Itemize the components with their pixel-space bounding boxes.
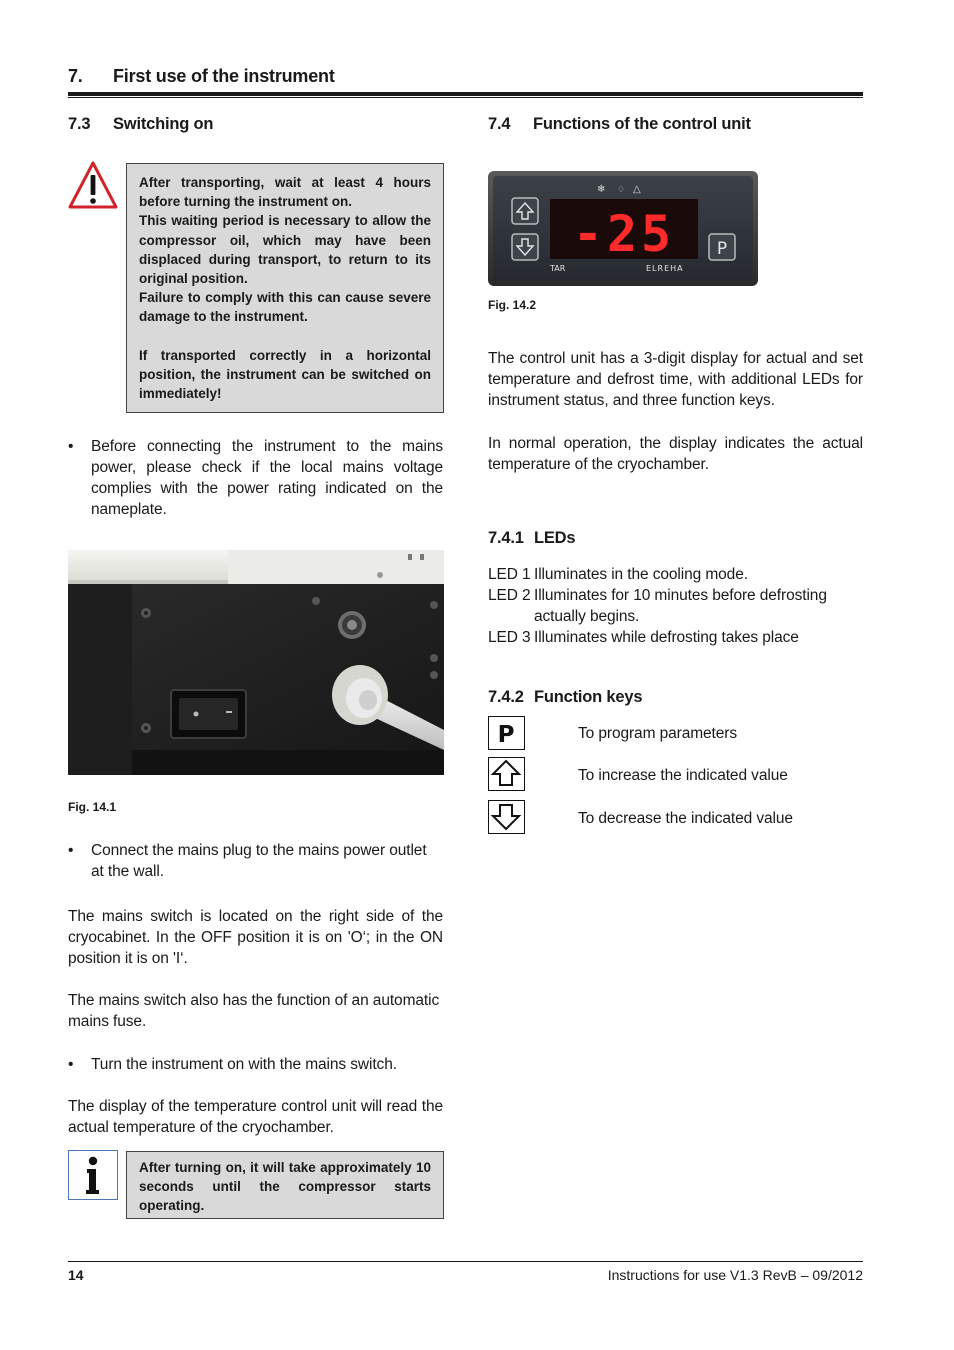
info-note	[126, 1151, 444, 1219]
document-info: Instructions for use V1.3 RevB – 09/2012	[607, 1267, 863, 1283]
heading-control-unit	[488, 115, 751, 134]
bullet-dot: •	[68, 842, 74, 859]
bullet-text: Connect the mains plug to the mains power outlet at the wall.	[91, 842, 427, 880]
info-icon	[68, 1150, 118, 1200]
control-unit-photo	[488, 171, 758, 286]
bullet-dot: •	[68, 438, 74, 455]
section-number: 7.	[68, 66, 83, 86]
heading-switching-on	[68, 115, 213, 134]
led-3-defrost-icon: △	[633, 184, 641, 195]
heading-number: 7.3	[68, 115, 91, 133]
led-label: LED 1	[488, 566, 531, 583]
footer-rule	[68, 1261, 863, 1262]
warning-text-2: This waiting period is necessary to allow the compressor oil, which may have been displaced during transport, to return to its original position.	[139, 213, 431, 287]
heading-function-keys	[488, 688, 642, 707]
header-rule-thin	[68, 97, 863, 98]
header-rule	[68, 92, 863, 96]
display-up-key	[512, 198, 538, 224]
display-p-key-label: P	[716, 239, 728, 259]
warning-text-1: After transporting, wait at least 4 hours before turning the instrument on.	[139, 175, 431, 210]
warning-triangle-icon	[68, 160, 118, 210]
info-note-text: After turning on, it will take approximately 10 seconds until the compressor starts operating.	[139, 1160, 431, 1214]
warning-text-4: If transported correctly in a horizontal position, the instrument can be switched on immediately!	[139, 347, 431, 402]
bullet-dot: •	[68, 1056, 74, 1073]
bullet-text: Before connecting the instrument to the mains power, please check if the local mains voltage complies with the power rating indicated on the nameplate.	[91, 438, 443, 518]
key-desc-increase: To increase the indicated value	[578, 767, 788, 784]
led-text: Illuminates in the cooling mode.	[534, 566, 748, 583]
display-down-key	[512, 234, 538, 260]
arrow-up-icon	[488, 757, 525, 791]
led-2-drops-icon: ♢	[617, 185, 626, 195]
bullet-connect-plug	[68, 840, 443, 882]
bullet-check-voltage	[68, 436, 443, 520]
arrow-down-icon	[488, 800, 525, 834]
paragraph-control-unit: The control unit has a 3-digit display for actual and set temperature and defrost time, with additional LEDs for instrument status, and three function keys.	[488, 350, 863, 409]
warning-text-3: Failure to comply with this can cause severe damage to the instrument.	[139, 290, 431, 325]
bullet-text: Turn the instrument on with the mains switch.	[91, 1056, 397, 1073]
led-text: Illuminates while defrosting takes place	[534, 629, 799, 646]
warning-note	[126, 163, 444, 413]
heading-leds	[488, 529, 575, 548]
display-label-tar: TAR	[550, 264, 566, 273]
key-desc-decrease: To decrease the indicated value	[578, 810, 793, 827]
heading-number: 7.4.1	[488, 529, 524, 547]
key-desc-program: To program parameters	[578, 725, 737, 742]
led-label: LED 3	[488, 629, 531, 646]
temperature-reading: -25	[572, 205, 676, 263]
mains-switch-photo	[68, 550, 444, 775]
paragraph-display-reading: The display of the temperature control unit will read the actual temperature of the cryochamber.	[68, 1098, 443, 1136]
figure-caption-14-1: Fig. 14.1	[68, 800, 117, 814]
section-title-text: First use of the instrument	[113, 66, 335, 86]
heading-number: 7.4	[488, 115, 511, 133]
display-label-elreha: ELREHA	[646, 264, 684, 273]
led-label: LED 2	[488, 587, 531, 604]
led-text: Illuminates for 10 minutes before defrosting actually begins.	[534, 587, 827, 625]
led-1-snowflake-icon: ❄	[597, 184, 606, 195]
heading-text: Function keys	[534, 688, 643, 706]
paragraph-mains-switch: The mains switch is located on the right side of the cryocabinet. In the OFF position it is on 'O‘; in the ON position it is on 'I‘.	[68, 908, 443, 967]
section-title	[68, 66, 335, 87]
heading-text: Switching on	[113, 115, 214, 133]
led-item	[488, 627, 863, 648]
paragraph-mains-fuse: The mains switch also has the function of an automatic mains fuse.	[68, 992, 440, 1030]
led-item	[488, 585, 863, 627]
led-list	[488, 564, 863, 648]
figure-caption-14-2: Fig. 14.2	[488, 298, 537, 312]
heading-number: 7.4.2	[488, 688, 524, 706]
heading-text: LEDs	[534, 529, 576, 547]
bullet-turn-on	[68, 1054, 443, 1075]
p-key-symbol: P	[497, 722, 515, 748]
page-number: 14	[68, 1267, 84, 1283]
p-key-icon	[488, 716, 525, 750]
led-item	[488, 564, 863, 585]
paragraph-normal-operation: In normal operation, the display indicates the actual temperature of the cryochamber.	[488, 435, 863, 473]
heading-text: Functions of the control unit	[533, 115, 751, 133]
